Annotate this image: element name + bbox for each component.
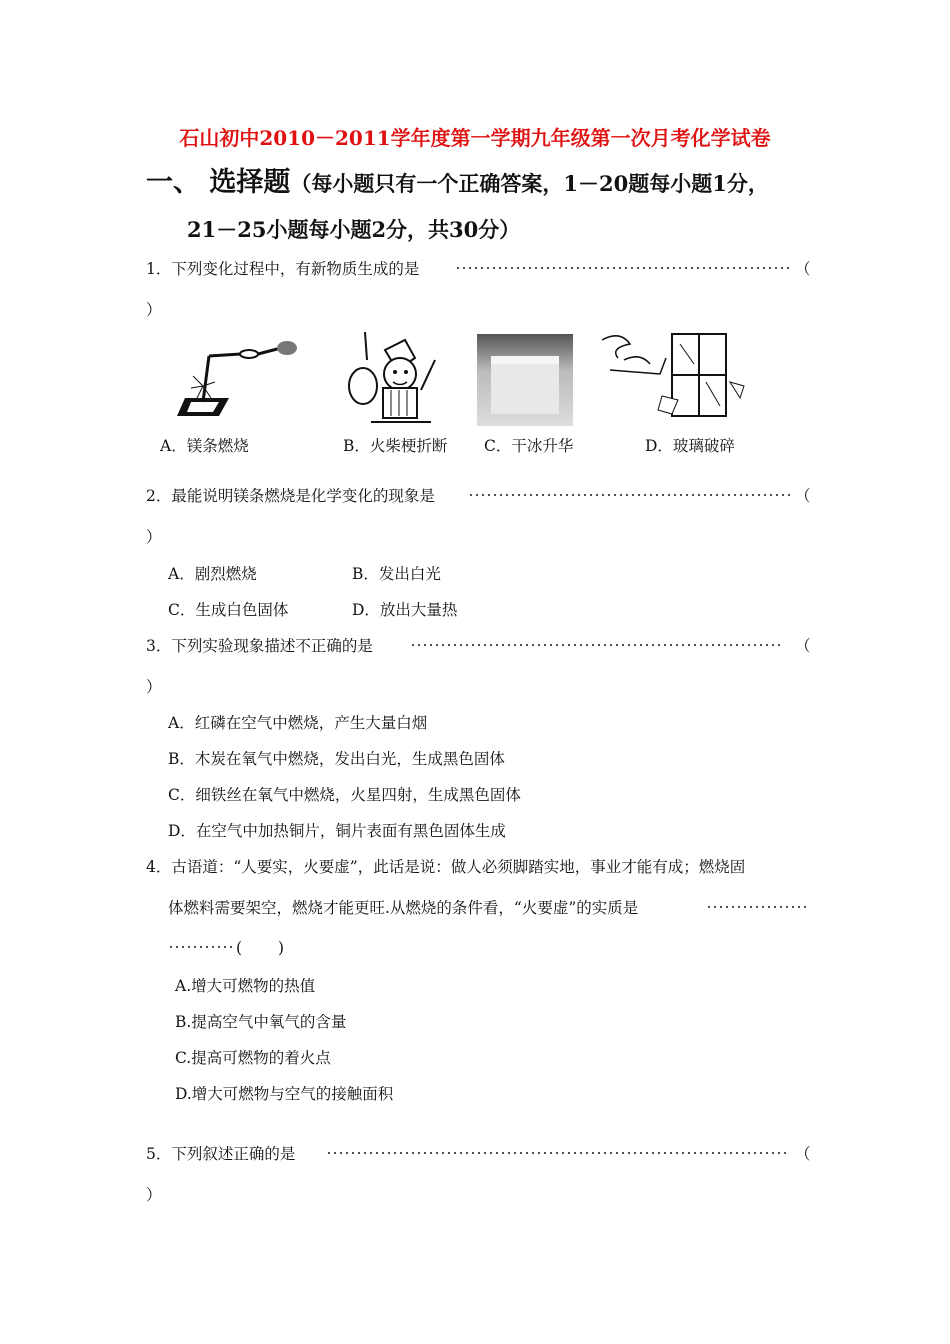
question-4-option-c: C.提高可燃物的着火点 xyxy=(175,1049,331,1067)
answer-leader-dots xyxy=(468,494,790,496)
question-3-option-b: B．木炭在氧气中燃烧，发出白光，生成黑色固体 xyxy=(168,750,505,768)
question-1-stem: 1．下列变化过程中，有新物质生成的是 xyxy=(146,260,420,278)
answer-leader-dots xyxy=(410,644,782,646)
question-5-paren-close: ） xyxy=(146,1186,162,1204)
question-2-paren-close: ） xyxy=(146,528,162,546)
magnesium-burning-picture xyxy=(163,336,303,426)
question-4-option-a: A.增大可燃物的热值 xyxy=(175,977,316,995)
question-2-option-b: B．发出白光 xyxy=(352,565,441,583)
question-2-option-d: D．放出大量热 xyxy=(352,601,458,619)
dry-ice-sublimation-picture xyxy=(477,334,573,426)
answer-leader-dots xyxy=(168,946,234,948)
question-2-option-a: A．剧烈燃烧 xyxy=(168,565,257,583)
question-3-stem: 3．下列实验现象描述不正确的是 xyxy=(146,637,373,655)
exam-title: 石山初中2010－2011学年度第一学期九年级第一次月考化学试卷 xyxy=(179,126,771,150)
answer-leader-dots xyxy=(706,906,806,908)
question-4-option-d: D.增大可燃物与空气的接触面积 xyxy=(175,1085,394,1103)
question-3-paren-close: ） xyxy=(146,678,162,696)
question-3-option-c: C．细铁丝在氧气中燃烧，火星四射，生成黑色固体 xyxy=(168,786,521,804)
question-4-stem-line2: 体燃料需要架空，燃烧才能更旺.从燃烧的条件看，“火要虚”的实质是 xyxy=(168,899,639,917)
answer-leader-dots xyxy=(326,1152,788,1154)
question-1-paren-close: ） xyxy=(146,301,162,319)
section-heading-label: 一、 选择题 xyxy=(146,167,291,198)
question-2-paren-open: （ xyxy=(795,487,811,505)
question-2-stem: 2．最能说明镁条燃烧是化学变化的现象是 xyxy=(146,487,435,505)
question-3-option-a: A．红磷在空气中燃烧，产生大量白烟 xyxy=(168,714,428,732)
question-1-option-d: D．玻璃破碎 xyxy=(645,437,735,455)
question-1-option-c: C．干冰升华 xyxy=(484,437,574,455)
answer-leader-dots xyxy=(455,267,790,269)
section-note-line2: 21－25小题每小题2分，共30分） xyxy=(187,217,521,242)
match-breaking-picture xyxy=(335,330,445,430)
question-4-option-b: B.提高空气中氧气的含量 xyxy=(175,1013,347,1031)
question-1-option-b: B．火柴梗折断 xyxy=(343,437,448,455)
section-heading xyxy=(146,160,769,199)
question-3-paren-open: （ xyxy=(795,637,811,655)
question-2-option-c: C．生成白色固体 xyxy=(168,601,289,619)
question-1-option-a: A．镁条燃烧 xyxy=(160,437,249,455)
question-4-paren: ( ) xyxy=(236,939,285,957)
glass-breaking-picture xyxy=(600,330,750,430)
question-5-stem: 5．下列叙述正确的是 xyxy=(146,1145,296,1163)
question-3-option-d: D．在空气中加热铜片，铜片表面有黑色固体生成 xyxy=(168,822,506,840)
question-4-stem-line1: 4．古语道：“人要实，火要虚”，此话是说：做人必须脚踏实地，事业才能有成；燃烧固 xyxy=(146,858,746,876)
section-note-line1: （每小题只有一个正确答案，1－20题每小题1分， xyxy=(290,171,769,196)
question-5-paren-open: （ xyxy=(795,1145,811,1163)
question-1-paren-open: （ xyxy=(795,260,811,278)
